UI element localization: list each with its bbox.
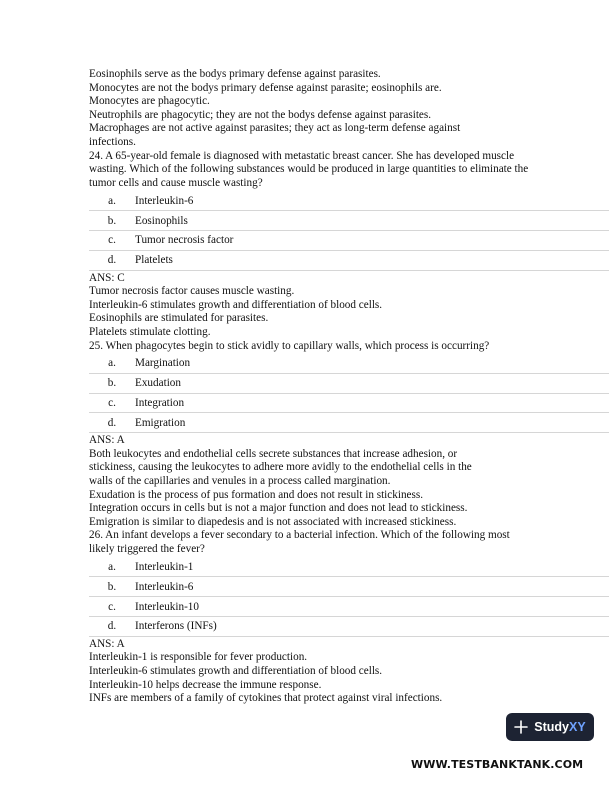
option-text: Eosinophils [135, 211, 609, 231]
option-letter: a. [89, 191, 135, 210]
option-text: Interleukin-10 [135, 597, 609, 617]
document-body [89, 68, 609, 706]
answer-options [89, 558, 609, 637]
question-26 [89, 529, 609, 705]
rationale-line: Eosinophils are stimulated for parasites. [89, 312, 269, 325]
option-text: Emigration [135, 413, 609, 433]
intro-rationale [89, 68, 609, 150]
rationale-line: Tumor necrosis factor causes muscle wasting. [89, 285, 295, 298]
option-row[interactable] [89, 597, 609, 617]
option-text: Interleukin-6 [135, 577, 609, 597]
text-line: infections. [89, 135, 136, 148]
rationale-line: Interleukin-6 stimulates growth and differentiation of blood cells. [89, 665, 383, 677]
option-letter: b. [89, 373, 135, 393]
option-letter: b. [89, 577, 135, 597]
option-text: Margination [135, 354, 609, 373]
footer-url[interactable]: WWW.TESTBANKTANK.COM [411, 758, 584, 771]
rationale-line: Platelets stimulate clotting. [89, 325, 211, 338]
rationale-line: walls of the capillaries and venules in a process called margination. [89, 475, 391, 488]
text-line: Monocytes are phagocytic. [89, 95, 210, 108]
option-row[interactable] [89, 250, 609, 270]
question-text: 25. When phagocytes begin to stick avidly to capillary walls, which process is occurring? [89, 339, 490, 352]
rationale-line: Emigration is similar to diapedesis and is not associated with increased stickiness. [89, 515, 457, 528]
rationale-line: Both leukocytes and endothelial cells secrete substances that increase adhesion, or [89, 447, 458, 460]
option-row[interactable] [89, 393, 609, 413]
text-line: Eosinophils serve as the bodys primary defense against parasites. [89, 68, 381, 80]
option-letter: d. [89, 413, 135, 433]
option-text: Interferons (INFs) [135, 617, 609, 637]
badge-brand: StudyXY [534, 720, 586, 734]
option-letter: d. [89, 617, 135, 637]
option-letter: a. [89, 558, 135, 577]
option-text: Interleukin-1 [135, 558, 609, 577]
text-line: Neutrophils are phagocytic; they are not the bodys defense against parasites. [89, 108, 432, 121]
rationale-line: Interleukin-1 is responsible for fever production. [89, 651, 308, 664]
option-letter: c. [89, 230, 135, 250]
option-row[interactable] [89, 211, 609, 231]
rationale-line: INFs are members of a family of cytokines that protect against viral infections. [89, 692, 443, 705]
option-row[interactable] [89, 413, 609, 433]
option-row[interactable] [89, 373, 609, 393]
question-text: 26. An infant develops a fever secondary to a bacterial infection. Which of the following most likely triggered the fever? [89, 529, 510, 556]
rationale-line: Interleukin-10 helps decrease the immune response. [89, 678, 322, 691]
question-24 [89, 150, 609, 340]
option-letter: c. [89, 597, 135, 617]
studyxy-badge[interactable] [506, 713, 594, 741]
answer-options [89, 354, 609, 433]
option-row[interactable] [89, 191, 609, 210]
plus-icon [514, 720, 528, 734]
question-text: 24. A 65-year-old female is diagnosed with metastatic breast cancer. She has developed muscle wasting. Which of the following substances would be produced in large quantities to eliminate the tumor cells and cause muscle wasting? [89, 149, 529, 189]
option-letter: c. [89, 393, 135, 413]
rationale-line: stickiness, causing the leukocytes to adhere more avidly to the endothelial cells in the [89, 461, 472, 474]
option-text: Platelets [135, 250, 609, 270]
answer-key: ANS: C [89, 271, 125, 284]
option-text: Exudation [135, 373, 609, 393]
question-25 [89, 340, 609, 530]
rationale-line: Interleukin-6 stimulates growth and differentiation of blood cells. [89, 298, 383, 311]
option-text: Integration [135, 393, 609, 413]
option-letter: d. [89, 250, 135, 270]
answer-key: ANS: A [89, 637, 125, 650]
answer-key: ANS: A [89, 434, 125, 447]
option-letter: b. [89, 211, 135, 231]
option-text: Tumor necrosis factor [135, 230, 609, 250]
option-row[interactable] [89, 617, 609, 637]
option-row[interactable] [89, 354, 609, 373]
option-row[interactable] [89, 230, 609, 250]
option-row[interactable] [89, 577, 609, 597]
option-text: Interleukin-6 [135, 191, 609, 210]
text-line: Monocytes are not the bodys primary defense against parasite; eosinophils are. [89, 81, 442, 94]
text-line: Macrophages are not active against parasites; they act as long-term defense against [89, 122, 461, 135]
option-row[interactable] [89, 558, 609, 577]
rationale-line: Integration occurs in cells but is not a major function and does not lead to stickiness. [89, 502, 468, 515]
answer-options [89, 191, 609, 270]
option-letter: a. [89, 354, 135, 373]
rationale-line: Exudation is the process of pus formation and does not result in stickiness. [89, 488, 424, 501]
